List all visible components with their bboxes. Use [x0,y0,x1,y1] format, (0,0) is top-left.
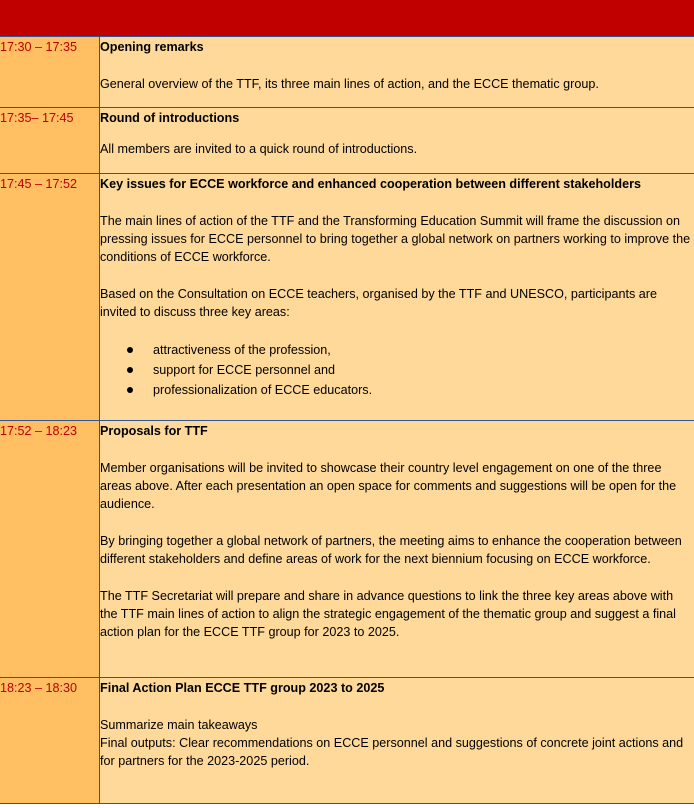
content-cell [100,421,694,678]
time-cell [0,678,100,804]
time-cell [0,421,100,678]
session-paragraph: General overview of the TTF, its three main lines of action, and the ECCE thematic group. [100,76,599,91]
session-time: 17:45 – 17:52 [0,177,78,191]
time-cell [0,108,100,174]
table-row [0,421,694,678]
content-cell [100,108,694,174]
session-paragraph: The TTF Secretariat will prepare and share in advance questions to link the three key areas above with the TTF main lines of action to align the strategic engagement of the thematic group and suggest a final action plan for the ECCE TTF group for 2023 to 2025. [100,588,676,640]
session-line: Summarize main takeaways [100,717,258,732]
session-line: Final outputs: Clear recommendations on ECCE personnel and suggestions of concrete joint actions and for partners for the 2023-2025 period. [100,735,684,769]
session-title: Opening remarks [100,40,204,54]
list-item [100,380,694,400]
bullet-icon [127,367,133,373]
session-paragraph: Member organisations will be invited to showcase their country level engagement on one of the three areas above. After each presentation an open space for comments and suggestions will be open for the audience. [100,460,677,512]
list-item-text: support for ECCE personnel and [153,362,336,377]
content-cell [100,678,694,804]
session-time: 17:30 – 17:35 [0,40,78,54]
header-bar [0,0,694,36]
time-cell [0,174,100,421]
session-paragraph: By bringing together a global network of partners, the meeting aims to enhance the cooperation between different stakeholders and define areas of work for the next biennium focusing on ECCE workforce. [100,533,682,567]
session-paragraph: Based on the Consultation on ECCE teachers, organised by the TTF and UNESCO, participants are invited to discuss three key areas: [100,286,657,320]
content-cell [100,37,694,108]
list-item-text: attractiveness of the profession, [153,342,331,357]
list-item [100,360,694,380]
session-title: Proposals for TTF [100,424,208,438]
table-row [0,37,694,108]
agenda-table [0,36,694,804]
time-cell [0,37,100,108]
bullet-icon [127,347,133,353]
session-paragraph: All members are invited to a quick round of introductions. [100,142,418,157]
table-row [0,108,694,174]
session-time: 17:52 – 18:23 [0,424,78,438]
session-title: Final Action Plan ECCE TTF group 2023 to 2025 [100,681,385,695]
session-time: 18:23 – 18:30 [0,681,78,695]
bullet-icon [127,387,133,393]
list-item-text: professionalization of ECCE educators. [153,382,373,397]
session-paragraph: The main lines of action of the TTF and the Transforming Education Summit will frame the discussion on pressing issues for ECCE personnel to bring together a global network on partners working to improve the conditions of ECCE workforce. [100,213,691,265]
session-title: Round of introductions [100,111,240,125]
table-row [0,174,694,421]
list-item [100,340,694,360]
session-time: 17:35– 17:45 [0,111,74,125]
session-title: Key issues for ECCE workforce and enhanced cooperation between different stakeholders [100,177,641,191]
key-areas-list [100,340,694,400]
table-row [0,678,694,804]
content-cell [100,174,694,421]
